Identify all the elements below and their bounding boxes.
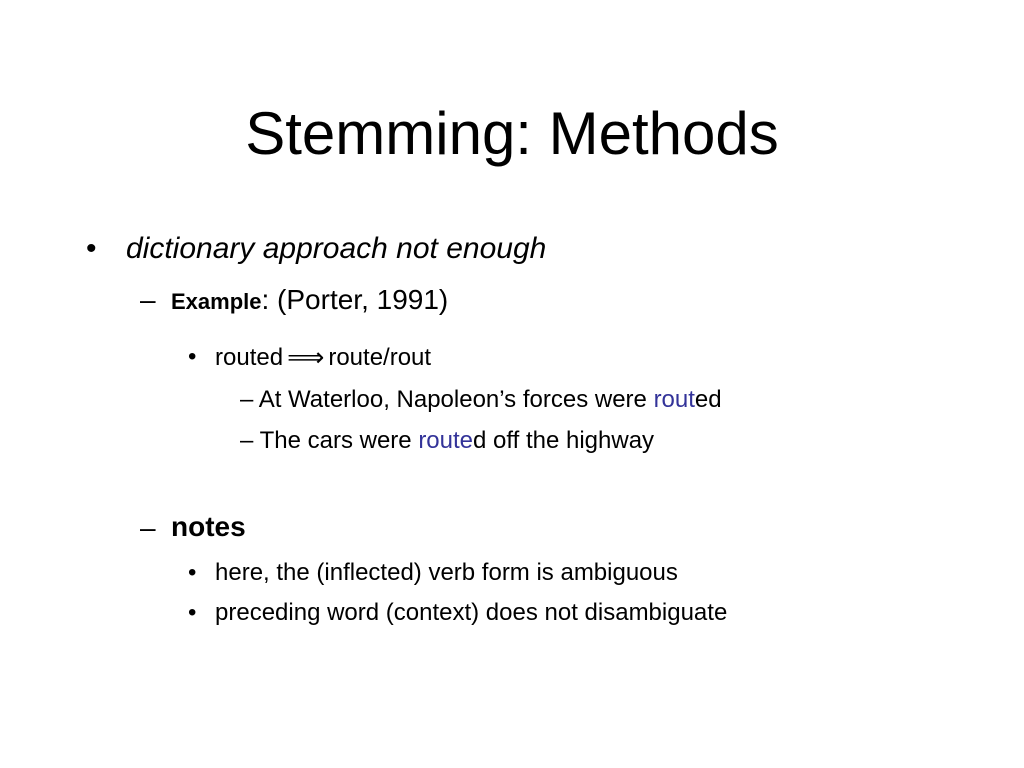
example-label: Example [171,289,262,314]
sentence-1-prefix: At Waterloo, Napoleon’s forces were [258,386,654,413]
example-sentence-1 [240,385,722,415]
bullet-marker: • [188,599,197,626]
sentence-2-suffix: d off the highway [473,427,655,454]
note-disambiguate: preceding word (context) does not disambiguate [215,599,728,626]
sentence-2-prefix: The cars were [259,427,419,454]
dash-marker: – [240,386,254,413]
example-citation: : (Porter, 1991) [261,284,449,315]
sentence-1-highlight: rout [653,386,695,413]
example-line [171,283,448,319]
sentence-1-suffix: ed [694,386,722,413]
example-sentence-2 [240,426,654,456]
bullet-marker: • [188,559,197,586]
routed-result: route/rout [328,344,432,371]
bullet-dictionary-approach: dictionary approach not enough [126,232,547,265]
notes-heading: notes [171,511,246,542]
bullet-marker: • [86,232,97,265]
sentence-2-highlight: route [418,427,474,454]
slide-title: Stemming: Methods [245,100,779,167]
note-ambiguous: here, the (inflected) verb form is ambiguous [215,559,678,586]
dash-marker: – [240,427,254,454]
routed-line [215,342,431,373]
implies-arrow-icon: ⟹ [287,343,325,373]
bullet-marker: • [188,343,197,370]
dash-marker: – [140,512,156,543]
dash-marker: – [140,284,156,315]
routed-word: routed [215,344,284,371]
